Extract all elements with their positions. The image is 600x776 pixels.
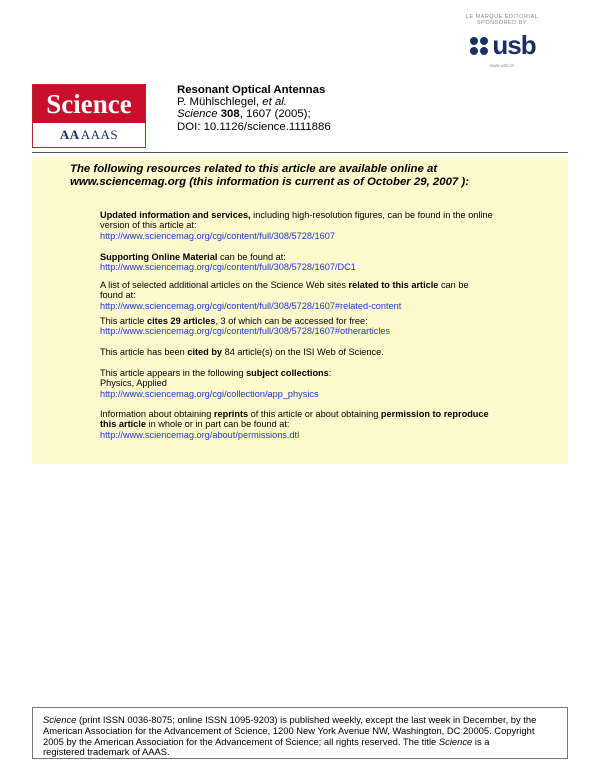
stamp-top-line1: LE MARQUE ÉDITORIAL <box>465 14 539 20</box>
related-content-item: A list of selected additional articles on the Science Web sites related to this article can be found at: http://www.sciencemag.org/cgi/content/full/308/5728/1607#related-content <box>100 280 540 311</box>
footer-box <box>32 707 568 759</box>
article-title: Resonant Optical Antennas <box>177 84 326 96</box>
stamp-top-line2: SPONSORED BY <box>476 20 527 26</box>
cited-by-item: This article has been cited by 84 article(s) on the ISI Web of Science. <box>100 347 384 357</box>
usb-mark-icon <box>468 35 490 57</box>
article-reference: Science 308, 1607 (2005); <box>177 108 311 121</box>
related-content-link[interactable]: http://www.sciencemag.org/cgi/content/full/308/5728/1607#related-content <box>100 300 402 311</box>
article-authors: P. Mühlschlegel, et al. <box>177 96 287 109</box>
footer-text: Science (print ISSN 0036-8075; online ISSN 1095-9203) is published weekly, except the last week in December, by the American Association for the Advancement of Science, 1200 New York Avenue NW, Washington, DC 20005. Copyright 2005 by the American Association for the Advancement of Science; all rights reserved. The title Science is a registered trademark of AAAS. <box>43 714 537 758</box>
usb-logo <box>452 30 552 61</box>
resources-intro: The following resources related to this article are available online at www.sciencemag.org (this information is current as of October 29, 2007 ): <box>70 163 469 188</box>
updated-info-link[interactable]: http://www.sciencemag.org/cgi/content/full/308/5728/1607 <box>100 230 335 241</box>
article-doi: DOI: 10.1126/science.1111886 <box>177 120 331 133</box>
subject-collection-link[interactable]: http://www.sciencemag.org/cgi/collection/app_physics <box>100 388 319 399</box>
aaas-text: AAAS <box>80 127 119 142</box>
updated-info-item: Updated information and services, including high-resolution figures, can be found in the online version of this article at: http://www.sciencemag.org/cgi/content/full/308/5728/1607 <box>100 210 540 241</box>
subject-name: Physics, Applied <box>100 378 167 389</box>
header-divider <box>32 152 568 153</box>
usb-logo-text: usb <box>492 30 536 60</box>
cites-link[interactable]: http://www.sciencemag.org/cgi/content/full/308/5728/1607#otherarticles <box>100 326 391 337</box>
cites-item: This article cites 29 articles, 3 of which can be accessed for free: http://www.sciencemag.org/cgi/content/full/308/5728/1607#otherarticles <box>100 316 540 337</box>
science-logo[interactable] <box>32 84 146 148</box>
permissions-link[interactable]: http://www.sciencemag.org/about/permissions.dtl <box>100 429 300 440</box>
article-citation <box>177 84 331 133</box>
supporting-material-link[interactable]: http://www.sciencemag.org/cgi/content/full/308/5728/1607/DC1 <box>100 262 356 273</box>
sponsor-stamp <box>452 14 552 76</box>
stamp-sub-text: www.usb.ch <box>489 63 514 68</box>
reprints-item: Information about obtaining reprints of this article or about obtaining permission to reproduce this article in whole or in part can be found at: http://www.sciencemag.org/about/permissions.dtl <box>100 409 540 440</box>
resources-panel <box>32 157 568 464</box>
aaas-logo <box>33 123 145 147</box>
aaas-mark-icon: AA <box>59 127 80 142</box>
science-wordmark: Science <box>33 85 145 123</box>
supporting-material-item: Supporting Online Material can be found at: http://www.sciencemag.org/cgi/content/full/308/5728/1607/DC1 <box>100 252 540 273</box>
subject-collections-item: This article appears in the following subject collections: Physics, Applied http://www.sciencemag.org/cgi/collection/app_physics <box>100 368 540 399</box>
